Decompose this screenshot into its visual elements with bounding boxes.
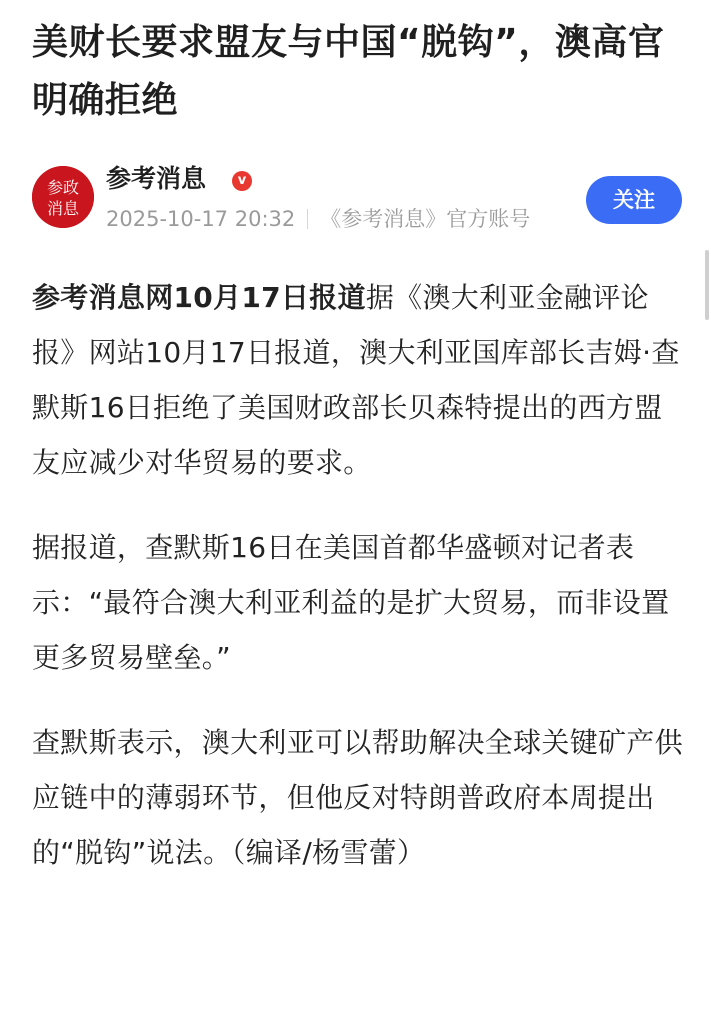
post-timestamp: 2025-10-17 20:32 xyxy=(106,207,296,231)
avatar-text-top: 参政 xyxy=(46,178,80,197)
paragraph-lead: 参考消息网10月17日报道 xyxy=(32,281,366,314)
author-row xyxy=(32,160,682,240)
article-paragraph-2 xyxy=(32,520,684,685)
paragraph-text: 查默斯表示，澳大利亚可以帮助解决全球关键矿产供应链中的薄弱环节，但他反对特朗普政府本周提出的“脱钩”说法。（编译/杨雪蕾） xyxy=(32,726,683,869)
paragraph-text: 据报道，查默斯16日在美国首都华盛顿对记者表示：“最符合澳大利亚利益的是扩大贸易，而非设置更多贸易壁垒。” xyxy=(32,531,670,674)
article-paragraph-3 xyxy=(32,715,684,880)
author-avatar[interactable] xyxy=(32,166,94,228)
meta-divider xyxy=(307,209,308,229)
post-meta xyxy=(106,204,530,234)
article-paragraph-1 xyxy=(32,270,684,490)
avatar-logo xyxy=(32,166,94,228)
follow-button[interactable]: 关注 xyxy=(586,176,682,224)
account-label: 《参考消息》官方账号 xyxy=(320,207,531,231)
article-body xyxy=(32,270,684,910)
paragraph-text: 据《澳大利亚金融评论报》网站10月17日报道，澳大利亚国库部长吉姆·查默斯16日拒绝了美国财政部长贝森特提出的西方盟友应减少对华贸易的要求。 xyxy=(32,281,680,479)
scrollbar-thumb[interactable] xyxy=(705,250,709,320)
author-name[interactable]: 参考消息 xyxy=(106,164,207,193)
verified-icon: v xyxy=(232,171,252,191)
article-title: 美财长要求盟友与中国“脱钩”，澳高官明确拒绝 xyxy=(32,22,665,121)
avatar-text-bottom: 消息 xyxy=(46,199,80,218)
